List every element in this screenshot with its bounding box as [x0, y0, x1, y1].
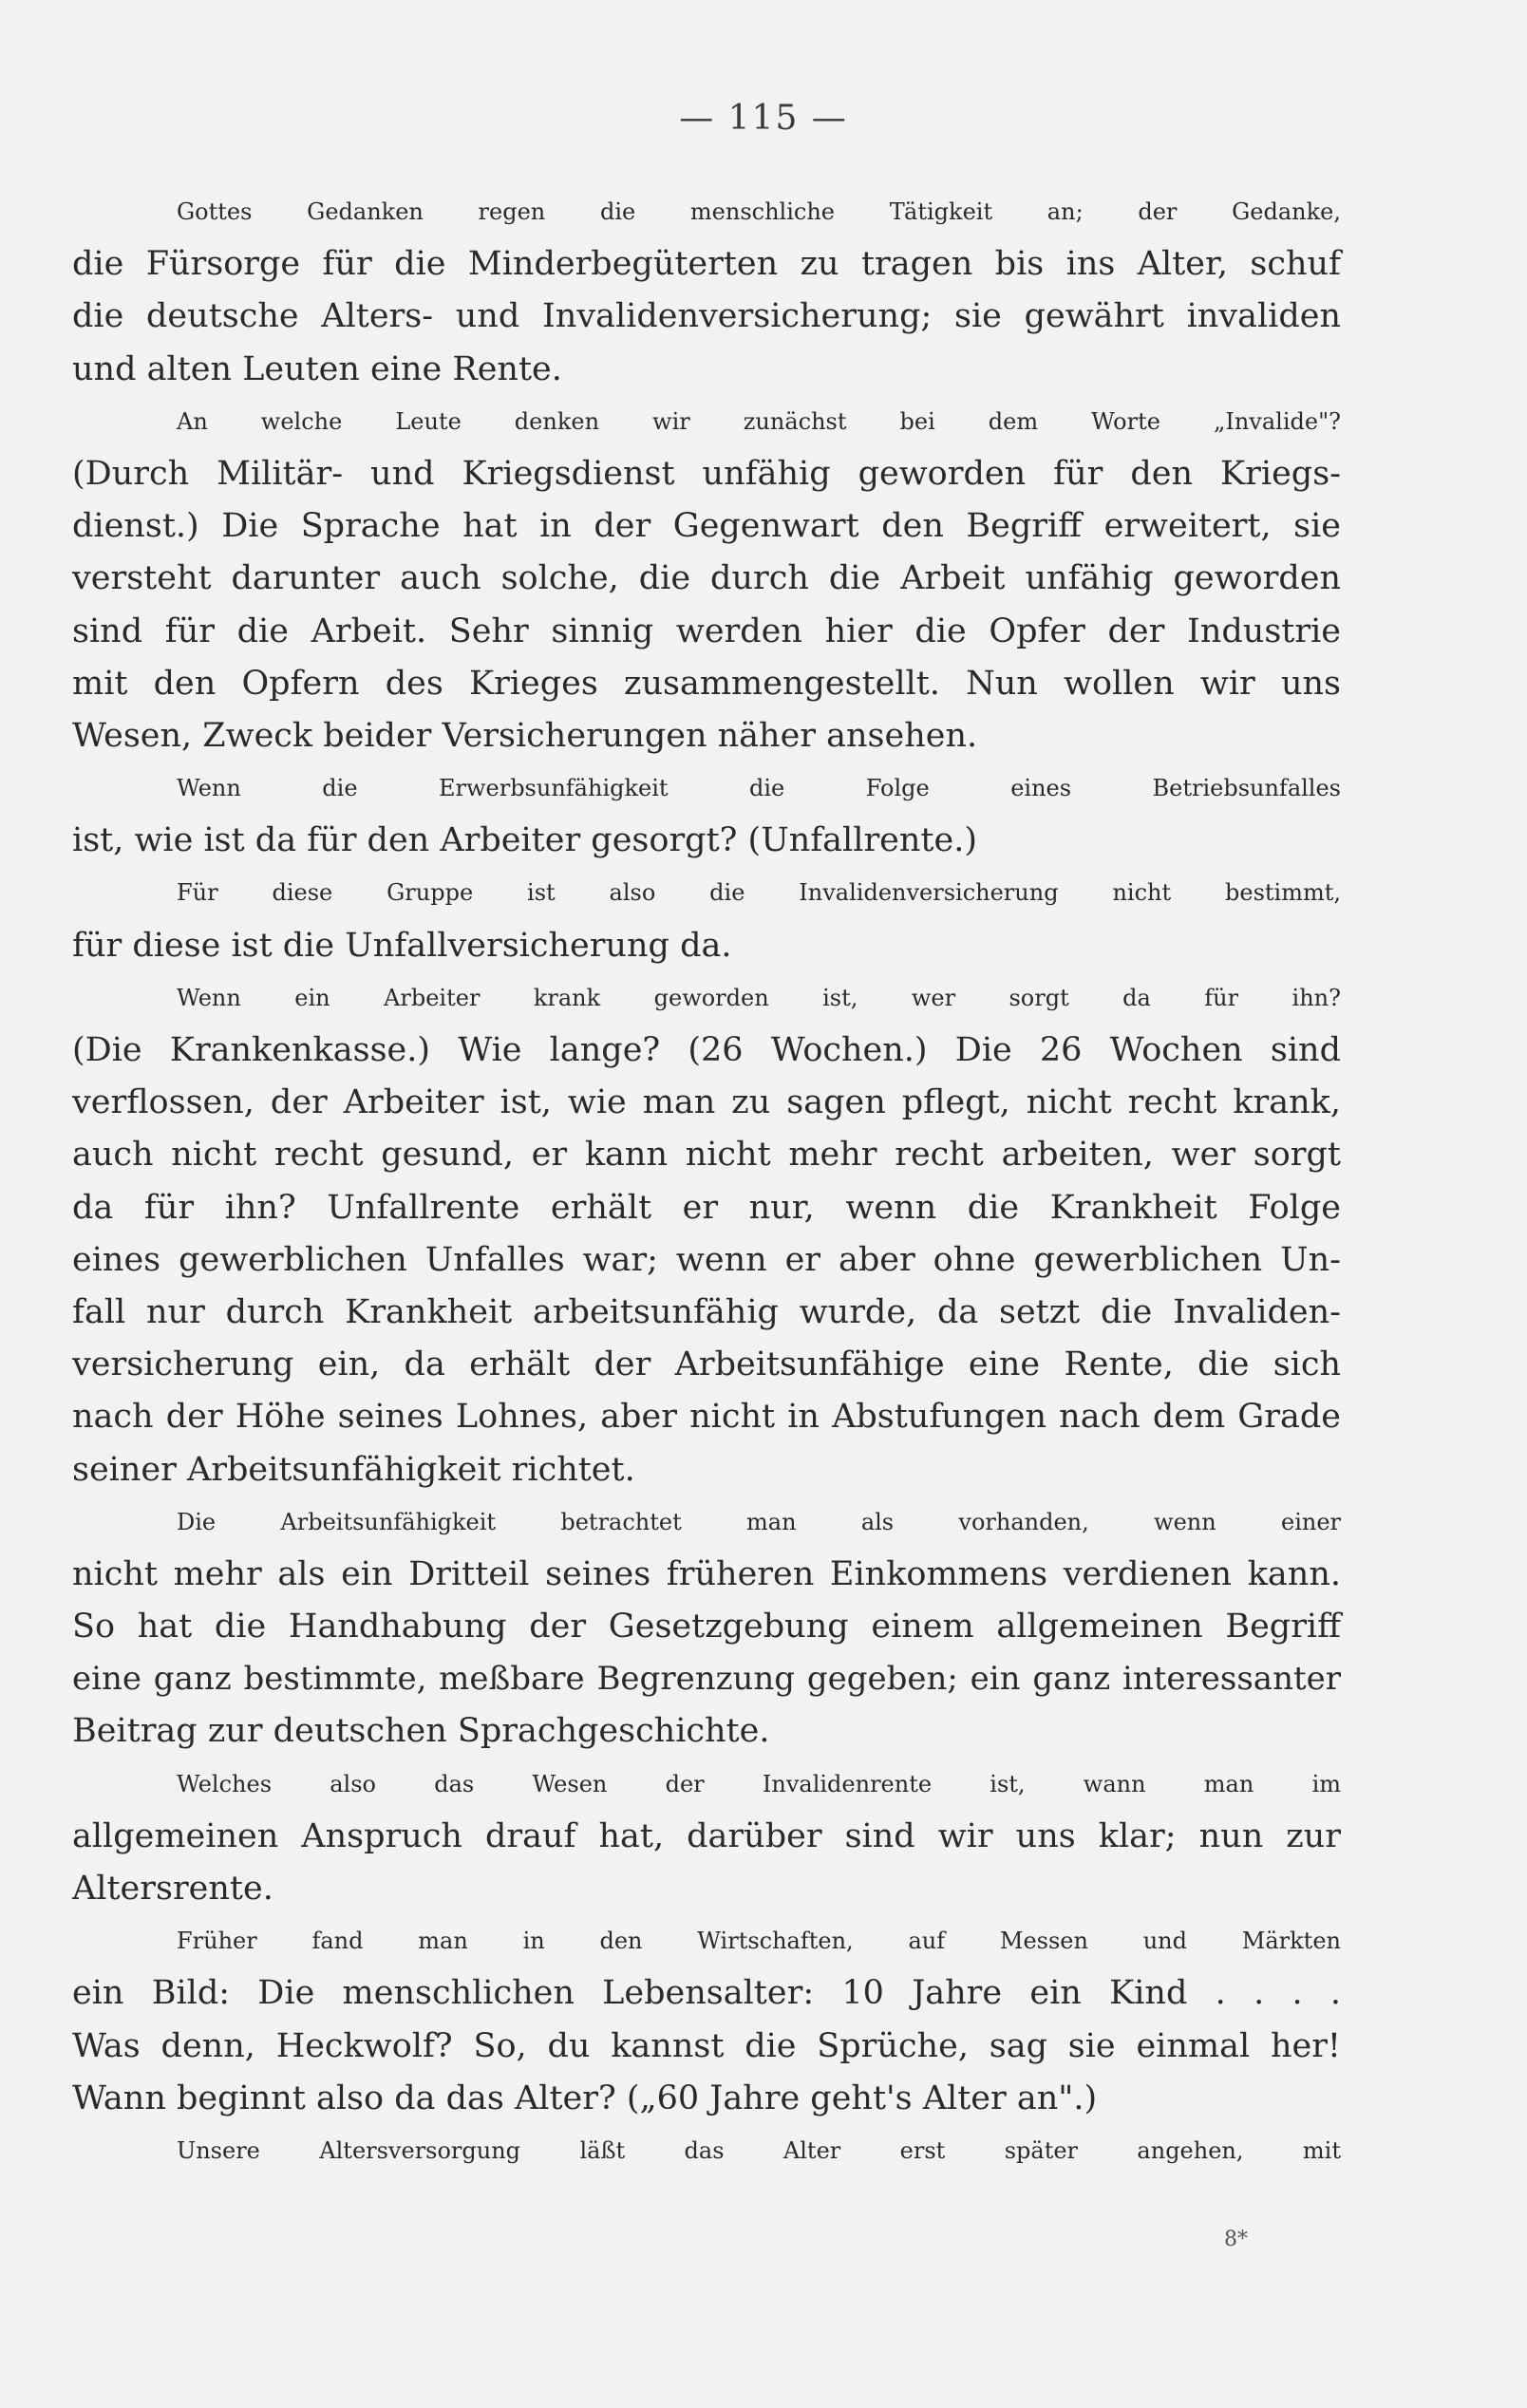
text-line: mit den Opfern des Krieges zusammengestellt. Nun wollen wir uns [72, 664, 1341, 703]
text-line: die deutsche Alters- und Invalidenversicherung; sie gewährt invaliden [72, 297, 1341, 336]
text-line: eines gewerblichen Unfalles war; wenn er aber ohne gewerblichen Un- [72, 1240, 1341, 1279]
text-line: Was denn, Heckwolf? So, du kannst die Sprüche, sag sie einmal her! [72, 2026, 1341, 2065]
text-line: sind für die Arbeit. Sehr sinnig werden hier die Opfer der Industrie [72, 611, 1341, 650]
text-line: versteht darunter auch solche, die durch die Arbeit unfähig geworden [72, 559, 1341, 598]
text-line: Früher fand man in den Wirtschaften, auf Messen und Märkten [177, 1928, 1341, 1955]
text-line: Unsere Altersversorgung läßt das Alter erst später angehen, mit [177, 2136, 1341, 2164]
text-line: fall nur durch Krankheit arbeitsunfähig wurde, da setzt die Invaliden- [72, 1292, 1341, 1331]
text-line: eine ganz bestimmte, meßbare Begrenzung gegeben; ein ganz interessanter [72, 1660, 1341, 1699]
text-line: für diese ist die Unfallversicherung da. [72, 926, 732, 965]
text-line: und alten Leuten eine Rente. [72, 349, 562, 388]
text-line: Welches also das Wesen der Invalidenrente ist, wann man im [177, 1770, 1341, 1797]
text-line: die Fürsorge für die Minderbegüterten zu tragen bis ins Alter, schuf [72, 245, 1341, 284]
text-line: Gottes Gedanken regen die menschliche Tätigkeit an; der Gedanke, [177, 198, 1341, 225]
text-line: Altersrente. [72, 1870, 273, 1908]
text-line: (Durch Militär- und Kriegsdienst unfähig geworden für den Kriegs- [72, 454, 1341, 493]
text-line: da für ihn? Unfallrente erhält er nur, wenn die Krankheit Folge [72, 1188, 1341, 1227]
text-line: So hat die Handhabung der Gesetzgebung einem allgemeinen Begriff [72, 1608, 1341, 1646]
text-line: Die Arbeitsunfähigkeit betrachtet man als vorhanden, wenn einer [177, 1508, 1341, 1535]
text-line: Wesen, Zweck beider Versicherungen näher ansehen. [72, 716, 978, 755]
text-line: verflossen, der Arbeiter ist, wie man zu sagen pflegt, nicht recht krank, [72, 1083, 1341, 1122]
text-line: Wann beginnt also da das Alter? („60 Jahre geht's Alter an".) [72, 2079, 1098, 2117]
text-line: seiner Arbeitsunfähigkeit richtet. [72, 1450, 635, 1489]
text-line: allgemeinen Anspruch drauf hat, darüber sind wir uns klar; nun zur [72, 1816, 1341, 1855]
text-line: (Die Krankenkasse.) Wie lange? (26 Wochen.) Die 26 Wochen sind [72, 1031, 1341, 1069]
text-line: versicherung ein, da erhält der Arbeitsunfähige eine Rente, die sich [72, 1345, 1341, 1384]
text-line: nach der Höhe seines Lohnes, aber nicht in Abstufungen nach dem Grade [72, 1398, 1341, 1437]
body-text [72, 186, 1341, 2177]
text-line: auch nicht recht gesund, er kann nicht mehr recht arbeiten, wer sorgt [72, 1136, 1341, 1175]
text-line: Wenn ein Arbeiter krank geworden ist, wer sorgt da für ihn? [177, 984, 1341, 1011]
text-line: Für diese Gruppe ist also die Invalidenversicherung nicht bestimmt, [177, 879, 1341, 907]
text-line: ein Bild: Die menschlichen Lebensalter: 10 Jahre ein Kind . . . . [72, 1974, 1341, 2013]
text-line: An welche Leute denken wir zunächst bei dem Worte „Invalide"? [177, 407, 1341, 435]
page-number-header: — 115 — [679, 99, 848, 138]
signature-mark: 8* [1224, 2228, 1248, 2251]
text-line: Wenn die Erwerbsunfähigkeit die Folge eines Betriebsunfalles [177, 775, 1341, 802]
text-line: Beitrag zur deutschen Sprachgeschichte. [72, 1712, 770, 1751]
text-line: nicht mehr als ein Dritteil seines früheren Einkommens verdienen kann. [72, 1554, 1341, 1593]
text-line: dienst.) Die Sprache hat in der Gegenwart den Begriff erweitert, sie [72, 507, 1341, 546]
text-line: ist, wie ist da für den Arbeiter gesorgt? (Unfallrente.) [72, 821, 977, 860]
